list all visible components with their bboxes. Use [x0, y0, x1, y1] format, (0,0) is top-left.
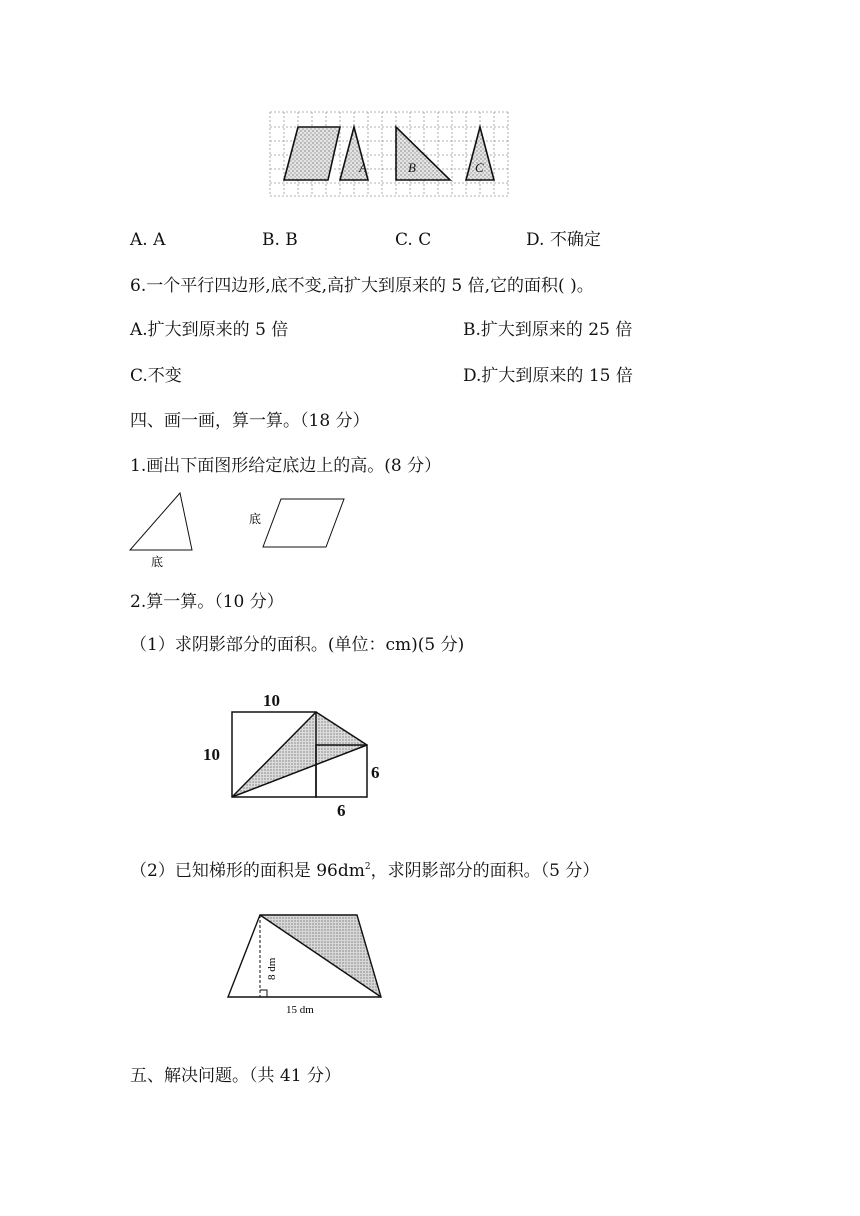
parallelogram-shape: [284, 127, 340, 180]
grid-figure: [268, 110, 510, 198]
section4-q2: 2.算一算。（10 分）: [130, 592, 284, 612]
q5-option-a[interactable]: A. A: [130, 230, 166, 250]
shaded-area-figure-1: [195, 685, 395, 825]
label-top-10: 10: [263, 691, 280, 710]
q2-2-superscript: 2: [364, 862, 371, 872]
q6-option-c[interactable]: C.不变: [130, 366, 182, 386]
height-label: 8 dm: [266, 957, 278, 980]
parallelogram-base-label: 底: [249, 512, 262, 526]
q6-option-b[interactable]: B.扩大到原来的 25 倍: [463, 320, 633, 340]
section4-q1: 1.画出下面图形给定底边上的高。(8 分）: [130, 456, 442, 476]
label-b: B: [408, 160, 416, 175]
trapezoid-figure: [222, 908, 392, 1020]
section5-title: 五、解决问题。（共 41 分）: [130, 1066, 341, 1086]
q6-option-d[interactable]: D.扩大到原来的 15 倍: [463, 366, 633, 386]
label-a: A: [359, 160, 367, 175]
label-c: C: [475, 160, 484, 175]
triangle-shape: [130, 493, 192, 550]
q6-question: 6.一个平行四边形,底不变,高扩大到原来的 5 倍,它的面积( )。: [130, 276, 594, 296]
q5-option-b[interactable]: B. B: [262, 230, 298, 250]
q5-option-d[interactable]: D. 不确定: [526, 230, 601, 250]
section4-q2-2: [130, 863, 599, 880]
parallelogram-shape: [263, 499, 344, 547]
base-label: 15 dm: [286, 1004, 314, 1016]
label-bottom-6: 6: [337, 801, 346, 820]
triangle-b-shape: [396, 127, 450, 180]
triangle-base-label: 底: [151, 555, 164, 569]
q2-2-prefix: （2）已知梯形的面积是 96dm: [130, 861, 365, 881]
label-left-10: 10: [203, 745, 220, 764]
shaded-triangle: [232, 712, 367, 797]
section4-title: 四、画一画，算一算。（18 分）: [130, 411, 370, 431]
height-drawing-figures: [125, 490, 365, 570]
q5-option-c[interactable]: C. C: [395, 230, 432, 250]
section4-q2-1: （1）求阴影部分的面积。(单位：cm)(5 分): [130, 635, 465, 655]
q2-2-suffix: ，求阴影部分的面积。（5 分）: [370, 861, 600, 881]
q6-option-a[interactable]: A.扩大到原来的 5 倍: [130, 320, 289, 340]
label-right-6: 6: [371, 763, 380, 782]
